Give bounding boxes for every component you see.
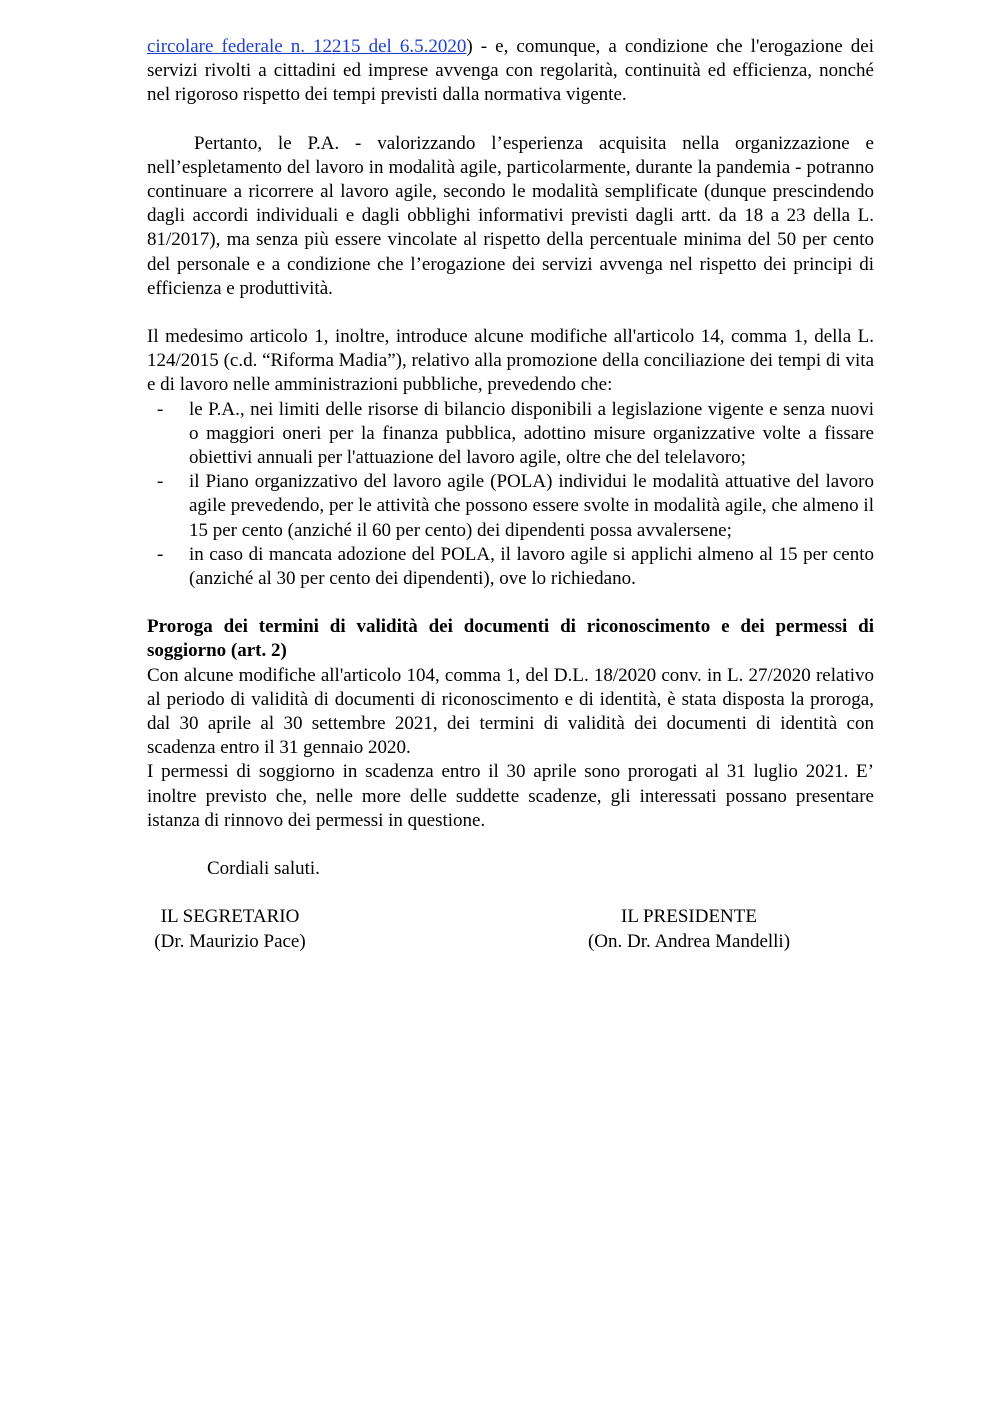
signature-secretary	[147, 905, 313, 953]
bullet-dash: -	[157, 471, 164, 493]
paragraph-proroga: Con alcune modifiche all'articolo 104, comma 1, del D.L. 18/2020 conv. in L. 27/2020 relativo al periodo di validità di documenti di riconoscimento e di identità, è stata disposta la proroga, dal 30 aprile al 30 settembre 2021, dei termini di validità dei documenti di identità con scadenza entro il 31 gennaio 2020.	[147, 664, 874, 759]
list-item	[147, 398, 874, 471]
document-body	[147, 35, 874, 954]
list-item-text: il Piano organizzativo del lavoro agile (POLA) individui le modalità attuative del lavoro agile prevedendo, per le attività che possono essere svolte in modalità agile, che almeno il 15 per cento (anziché il 60 per cento) dei dipendenti possa avvalersene;	[189, 471, 874, 541]
closing-greeting: Cordiali saluti.	[207, 858, 320, 880]
president-title: IL PRESIDENTE	[621, 906, 757, 928]
secretary-title: IL SEGRETARIO	[160, 906, 300, 928]
signature-president	[576, 905, 802, 953]
spacer	[147, 301, 874, 325]
bullet-list	[147, 398, 874, 592]
bullet-dash: -	[157, 398, 164, 420]
secretary-name: (Dr. Maurizio Pace)	[154, 930, 306, 952]
paragraph-permessi: I permessi di soggiorno in scadenza entro il 30 aprile sono prorogati al 31 luglio 2021. E’ inoltre previsto che, nelle more delle suddette scadenze, gli interessati possano presentare istanza di rinnovo dei permessi in questione.	[147, 761, 874, 831]
list-item-text: in caso di mancata adozione del POLA, il lavoro agile si applichi almeno al 15 per cento (anziché al 30 per cento dei dipendenti), ove lo richiedano.	[189, 543, 874, 590]
spacer	[147, 108, 874, 132]
president-name: (On. Dr. Andrea Mandelli)	[587, 930, 791, 952]
paragraph-circolare	[147, 35, 874, 108]
signature-row	[147, 905, 874, 953]
spacer	[147, 833, 874, 857]
list-item	[147, 470, 874, 543]
list-item-text: le P.A., nei limiti delle risorse di bilancio disponibili a legislazione vigente e senza nuovi o maggiori oneri per la finanza pubblica, adottino misure organizzative volte a fissare obiettivi annuali per l'attuazione del lavoro agile, oltre che del telelavoro;	[189, 398, 874, 469]
list-item	[147, 543, 874, 591]
paragraph-lavoro-agile: Pertanto, le P.A. - valorizzando l’esperienza acquisita nella organizzazione e nell’espletamento del lavoro in modalità agile, particolarmente, durante la pandemia - potranno continuare a ricorrere al lavoro agile, secondo le modalità semplificate (dunque prescindendo dagli accordi individuali e dagli obblighi informativi previsti dagli artt. da 18 a 23 della L. 81/2017), ma senza più essere vincolate al rispetto della percentuale minima del 50 per cento del personale e a condizione che l’erogazione dei servizi avvenga nel rispetto dei principi di efficienza e produttività.	[147, 132, 874, 299]
bullet-dash: -	[157, 543, 164, 565]
spacer	[147, 881, 874, 905]
spacer	[147, 591, 874, 615]
section-heading: Proroga dei termini di validità dei documenti di riconoscimento e dei permessi di soggiorno (art. 2)	[147, 616, 874, 662]
paragraph-riforma-madia: Il medesimo articolo 1, inoltre, introduce alcune modifiche all'articolo 14, comma 1, della L. 124/2015 (c.d. “Riforma Madia”), relativo alla promozione della conciliazione dei tempi di vita e di lavoro nelle amministrazioni pubbliche, prevedendo che:	[147, 326, 874, 396]
paragraph-circolare-text: ) - e, comunque, a condizione che l'erogazione dei servizi rivolti a cittadini ed imprese avvenga con regolarità, continuità ed efficienza, nonché nel rigoroso rispetto dei tempi previsti dalla normativa vigente.	[147, 36, 874, 106]
circolare-link[interactable]: circolare federale n. 12215 del 6.5.2020	[147, 36, 467, 57]
